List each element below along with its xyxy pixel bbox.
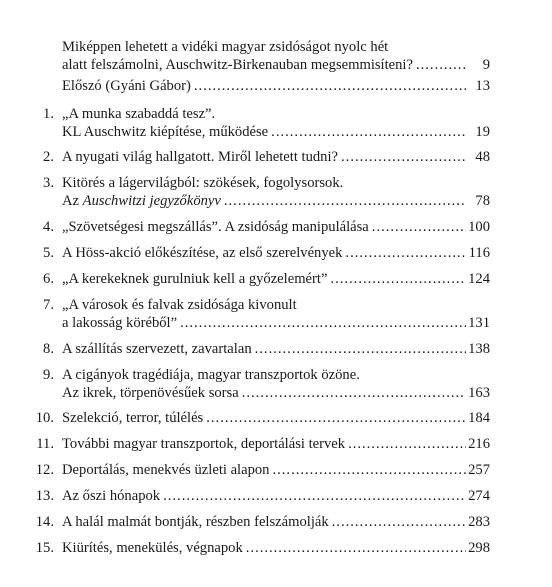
leader-dots xyxy=(203,409,466,427)
toc-entry-title-line: alatt felszámolni, Auschwitz-Birkenauban megsemmisíteni? xyxy=(62,57,413,73)
toc-entry-page: 274 xyxy=(468,488,490,504)
toc-entry-page: 283 xyxy=(468,514,490,530)
leader-dots xyxy=(191,77,466,95)
toc-entry-title-line: Az ikrek, törpenövésűek sorsa xyxy=(62,385,239,401)
toc-entry-number: 9. xyxy=(43,367,54,383)
toc-entry-title-line: „A munka szabaddá tesz”. xyxy=(62,106,216,122)
toc-entry-title-line: További magyar transzportok, deportálási tervek xyxy=(62,436,346,452)
toc-entry-page: 116 xyxy=(468,245,490,261)
leader-dots xyxy=(252,340,466,358)
toc-entry-page: 13 xyxy=(475,78,490,94)
toc-entry-page: 131 xyxy=(468,315,490,331)
leader-dots xyxy=(239,384,466,402)
toc-entry-title-line: A cigányok tragédiája, magyar transzportok özöne. xyxy=(62,367,360,383)
toc-entry-title-line: Az őszi hónapok xyxy=(62,488,161,504)
toc-entry-title-line: Kiürítés, menekülés, végnapok xyxy=(62,540,243,556)
leader-dots xyxy=(413,56,466,74)
leader-dots xyxy=(243,539,466,557)
toc-entry-title-line: Az Auschwitzi jegyzőkönyv xyxy=(62,193,221,209)
leader-dots xyxy=(160,487,466,505)
toc-entry-page: 138 xyxy=(468,341,490,357)
toc-entry-title-line: KL Auschwitz kiépítése, működése xyxy=(62,124,269,140)
toc-entry-page: 48 xyxy=(475,149,490,165)
toc-entry-number: 13. xyxy=(35,488,54,504)
leader-dots xyxy=(269,461,466,479)
toc-entry-title-line: „A kerekeknek gurulniuk kell a győzelemért” xyxy=(62,271,328,287)
toc-entry-number: 5. xyxy=(43,245,54,261)
toc-entry-number: 10. xyxy=(35,410,54,426)
toc-entry-number: 12. xyxy=(35,462,54,478)
toc-entry-title-line: „A városok és falvak zsidósága kivonult xyxy=(62,297,297,313)
toc-entry-title-line: A szállítás szervezett, zavartalan xyxy=(62,341,252,357)
toc-entry-page: 184 xyxy=(468,410,490,426)
toc-entry-number: 3. xyxy=(43,175,54,191)
leader-dots xyxy=(369,218,466,236)
toc-entry-number: 15. xyxy=(35,540,54,556)
toc-entry-title-line: Kitörés a lágervilágból: szökések, fogolysorsok. xyxy=(62,175,344,191)
toc-entry-title-line: A Höss-akció előkészítése, az első szerelvények xyxy=(62,245,343,261)
toc-entry-page: 163 xyxy=(468,385,490,401)
leader-dots xyxy=(329,513,466,531)
leader-dots xyxy=(342,244,466,262)
toc-entry-number: 11. xyxy=(36,436,54,452)
toc-entry-number: 7. xyxy=(43,297,54,313)
leader-dots xyxy=(268,123,466,141)
toc-entry-title-line: a lakosság köréből” xyxy=(62,315,178,331)
leader-dots xyxy=(177,314,466,332)
leader-dots xyxy=(221,192,466,210)
toc-entry-number: 4. xyxy=(43,219,54,235)
toc-entry-page: 19 xyxy=(475,124,490,140)
toc-entry-number: 14. xyxy=(35,514,54,530)
leader-dots xyxy=(338,148,466,166)
leader-dots xyxy=(345,435,466,453)
leader-dots xyxy=(327,270,466,288)
toc-entry-page: 257 xyxy=(468,462,490,478)
toc-entry-number: 1. xyxy=(43,106,54,122)
toc-entry-page: 100 xyxy=(468,219,490,235)
toc-entry-page: 9 xyxy=(482,57,490,73)
toc-entry-number: 8. xyxy=(43,341,54,357)
toc-entry-title-line: Deportálás, menekvés üzleti alapon xyxy=(62,462,270,478)
toc-entry-page: 298 xyxy=(468,540,490,556)
toc-entry-title-line: Miképpen lehetett a vidéki magyar zsidóságot nyolc hét xyxy=(62,39,389,55)
toc-entry-page: 216 xyxy=(468,436,490,452)
toc-entry-title-line: Szelekció, terror, túlélés xyxy=(62,410,204,426)
toc-entry-title-line: „Szövetségesi megszállás”. A zsidóság manipulálása xyxy=(62,219,369,235)
toc-entry-number: 6. xyxy=(43,271,54,287)
toc-entry-title-line: A nyugati világ hallgatott. Miről lehetett tudni? xyxy=(62,149,339,165)
toc-entry-page: 124 xyxy=(468,271,490,287)
toc-entry-title-line: A halál malmát bontják, részben felszámolják xyxy=(62,514,329,530)
toc-entry-page: 78 xyxy=(475,193,490,209)
toc-entry-number: 2. xyxy=(43,149,54,165)
toc-entry-title-line: Előszó (Gyáni Gábor) xyxy=(62,78,191,94)
